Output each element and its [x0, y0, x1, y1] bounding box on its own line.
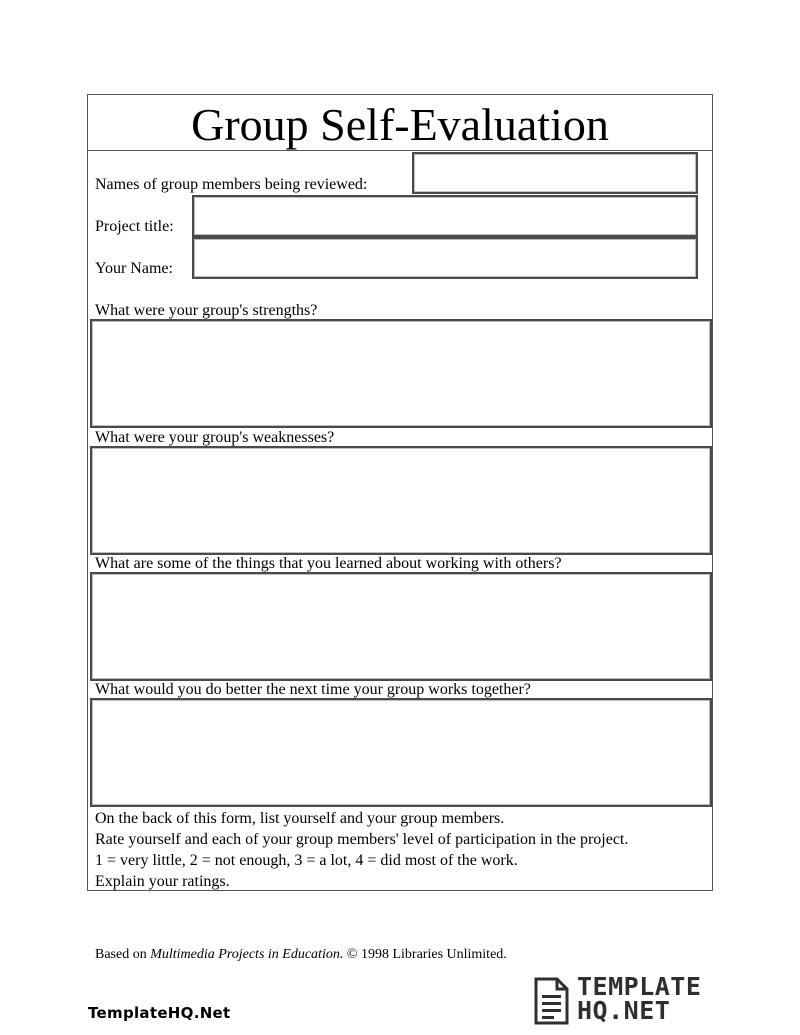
credit-prefix: Based on [95, 947, 151, 962]
document-icon [533, 976, 573, 1026]
question-strengths: What were your group's strengths? [95, 302, 318, 319]
credit-copyright: © 1998 Libraries Unlimited. [343, 947, 507, 962]
question-weaknesses: What were your group's weaknesses? [95, 429, 335, 446]
weaknesses-answer-box[interactable] [90, 446, 712, 555]
better-answer-box[interactable] [90, 698, 712, 807]
question-better: What would you do better the next time your group works together? [95, 681, 531, 698]
evaluation-form [87, 94, 713, 891]
instruction-line: On the back of this form, list yourself and your group members. [95, 810, 505, 827]
instruction-line: 1 = very little, 2 = not enough, 3 = a lot, 4 = did most of the work. [95, 852, 518, 869]
project-title-input[interactable] [192, 195, 698, 237]
your-name-input[interactable] [192, 237, 698, 279]
templatehq-logo [533, 972, 723, 1026]
strengths-answer-box[interactable] [90, 319, 712, 428]
site-name: TemplateHQ.Net [88, 1004, 231, 1022]
instruction-line: Explain your ratings. [95, 873, 230, 890]
logo-line-template: TEMPLATE [577, 972, 702, 1001]
credit-book-title: Multimedia Projects in Education. [150, 947, 344, 962]
question-learned: What are some of the things that you learned about working with others? [95, 555, 562, 572]
form-title: Group Self-Evaluation [191, 99, 609, 150]
logo-line-hq: HQ.NET [577, 996, 671, 1025]
rating-instructions [95, 808, 628, 892]
logo-wordmark [577, 972, 702, 1025]
your-name-label: Your Name: [95, 260, 173, 277]
names-label: Names of group members being reviewed: [95, 176, 368, 193]
instruction-line: Rate yourself and each of your group members' level of participation in the project. [95, 831, 629, 848]
group-members-input[interactable] [412, 152, 698, 194]
source-credit [95, 947, 507, 963]
learned-answer-box[interactable] [90, 572, 712, 681]
project-title-label: Project title: [95, 218, 174, 235]
title-row [88, 95, 712, 151]
